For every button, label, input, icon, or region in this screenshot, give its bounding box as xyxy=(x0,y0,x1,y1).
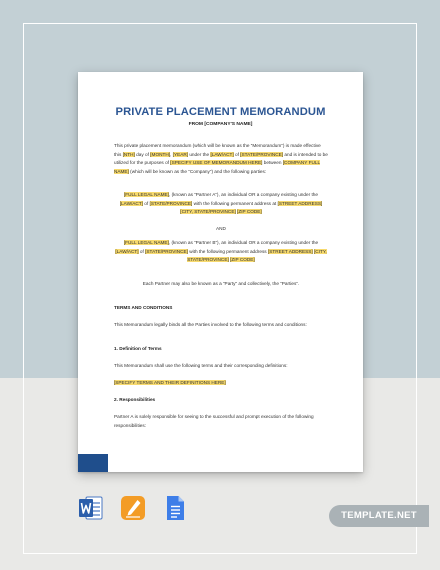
intro-paragraph: This private placement memorandum (which will be known as the “Memorandum”) is made effective this [NTH] day of [MONTH], [YEAR] under the [LAW/ACT] of [STATE/PROVINCE] and is intended to be utilized for the purposes of [SPECIFY USE OF MEMORANDUM HERE] between [COMPANY FULL NAME] (which will be known as the “Company”) and the following parties: xyxy=(114,143,328,174)
pages-icon[interactable] xyxy=(120,494,146,522)
placeholder-month: [MONTH] xyxy=(150,151,171,157)
document-page xyxy=(78,72,363,472)
partner-b-paragraph: [FULL LEGAL NAME], (known as “Partner B”), an individual OR a company existing under the [LAW/ACT] of [STATE/PROVINCE] with the following permanent address [STREET ADDRESS] [CITY, STATE/PROVINCE] [ZIP CODE] xyxy=(115,240,327,262)
partner-a-paragraph: [FULL LEGAL NAME], (known as “Partner A”), an individual OR a company existing under the [LAW/ACT] of [STATE/PROVINCE] with the following permanent address at [STREET ADDRESS] [CITY, STATE/PROVINCE] [ZIP CODE] xyxy=(119,192,323,214)
document-subtitle: FROM [COMPANY'S NAME] xyxy=(188,122,253,127)
placeholder-law-act: [LAW/ACT] xyxy=(210,151,234,157)
placeholder-company: [COMPANY FULL NAME] xyxy=(114,160,321,174)
section1-heading: 1. Definition of Terms xyxy=(114,346,162,351)
google-docs-icon[interactable] xyxy=(162,494,188,522)
section2-text: Partner A is solely responsible for seeing to the successful and prompt execution of the following responsibilities: xyxy=(114,414,314,428)
placeholder-nth: [NTH] xyxy=(122,151,135,157)
page-accent-bar xyxy=(78,454,108,472)
brand-badge[interactable]: TEMPLATE.NET xyxy=(329,505,429,527)
section1-text: This Memorandum shall use the following terms and their corresponding definitions: xyxy=(114,363,288,368)
placeholder-state: [STATE/PROVINCE] xyxy=(240,151,284,157)
section1-placeholder: [SPECIFY TERMS AND THEIR DEFINITIONS HERE] xyxy=(114,380,226,385)
terms-heading: TERMS AND CONDITIONS xyxy=(114,305,173,310)
terms-text: This Memorandum legally binds all the Parties involved to the following terms and conditions: xyxy=(114,322,307,327)
placeholder-use: [SPECIFY USE OF MEMORANDUM HERE] xyxy=(170,160,263,165)
placeholder-year: [YEAR] xyxy=(172,151,189,157)
document-title: PRIVATE PLACEMENT MEMORANDUM xyxy=(115,106,326,118)
and-separator: AND xyxy=(216,226,226,231)
word-icon[interactable] xyxy=(78,494,104,522)
section2-heading: 2. Responsibilities xyxy=(114,397,156,402)
party-note: Each Partner may also be known as a “Party” and collectively, the “Parties”. xyxy=(142,281,300,286)
